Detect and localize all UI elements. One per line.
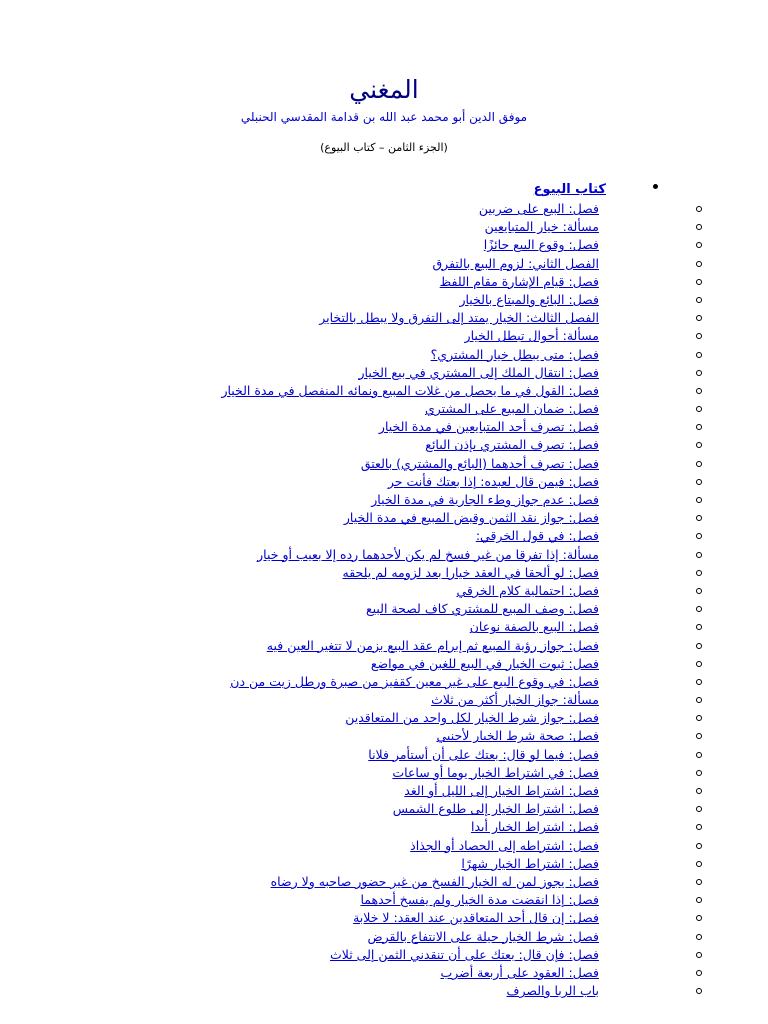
chapter-link[interactable]: فصل: البيع على ضربين [478, 201, 599, 216]
chapter-link[interactable]: فصل: لو ألحقا في العقد خيارا بعد لزومه لم يلحقه [342, 564, 599, 580]
disc-bullet-icon [653, 184, 658, 189]
circle-bullet-icon [696, 897, 702, 903]
document-header [0, 74, 768, 156]
chapter-link[interactable]: فصل: إذا انقضت مدة الخيار ولم يفسخ أحدهما [360, 892, 599, 908]
circle-bullet-icon [696, 879, 702, 885]
circle-bullet-icon [696, 333, 702, 339]
circle-bullet-icon [696, 806, 702, 812]
chapter-link[interactable]: فصل: في وقوع البيع على غير معين كقفيز من صبرة ورطل زيت من دن [230, 673, 599, 689]
chapter-link[interactable]: الفصل الثاني: لزوم البيع بالتفرق [432, 255, 599, 271]
circle-bullet-icon [696, 261, 702, 267]
toc-list-item [58, 745, 658, 763]
chapter-link[interactable]: فصل: شرط الخيار حيلة على الانتفاع بالقرض [367, 928, 599, 944]
toc-list-item [58, 708, 658, 726]
toc-list-item [58, 763, 658, 781]
circle-bullet-icon [696, 915, 702, 921]
toc-list-item [58, 308, 658, 326]
toc-list-item [58, 581, 658, 599]
toc-list-item [58, 817, 658, 835]
circle-bullet-icon [696, 370, 702, 376]
chapter-link[interactable]: فصل: عدم جواز وطء الجارية في مدة الخيار [371, 492, 599, 507]
circle-bullet-icon [696, 352, 702, 358]
toc-list-item [58, 417, 658, 435]
chapter-link[interactable]: مسألة: أحوال تبطل الخيار [464, 328, 599, 344]
toc-list-item [58, 454, 658, 472]
circle-bullet-icon [696, 315, 702, 321]
chapter-link[interactable]: فصل: البائع والمبتاع بالخيار [459, 291, 599, 307]
toc-list-item [58, 617, 658, 635]
chapter-link[interactable]: فصل: العقود على أربعة أضرب [440, 964, 599, 980]
chapter-link[interactable]: فصل: اشتراط الخيار إلى الليل أو الغد [404, 783, 599, 798]
circle-bullet-icon [696, 752, 702, 758]
chapter-link[interactable]: فصل: في قول الخرقي: [475, 528, 599, 544]
toc-list-item [58, 235, 658, 253]
chapter-link[interactable]: فصل: تصرف أحد المتبايعين في مدة الخيار [378, 419, 599, 435]
toc-list-item [58, 345, 658, 363]
volume-label: (الجزء الثامن – كتاب البيوع) [320, 141, 448, 154]
circle-bullet-icon [696, 206, 702, 212]
chapter-link[interactable]: فصل: جواز رؤية المبيع ثم إبرام عقد البيع بزمن لا تتغير العين فيه [266, 637, 599, 653]
toc-book-entry [58, 178, 658, 999]
chapter-link[interactable]: فصل: في اشتراط الخيار يوما أو ساعات [392, 764, 599, 780]
toc-list-item [58, 599, 658, 617]
chapter-link[interactable]: فصل: ضمان المبيع على المشتري [424, 401, 599, 417]
circle-bullet-icon [696, 952, 702, 958]
circle-bullet-icon [696, 624, 702, 630]
toc-list-item [58, 963, 658, 981]
circle-bullet-icon [696, 297, 702, 303]
toc-list-item [58, 854, 658, 872]
chapter-link[interactable]: فصل: جواز شرط الخيار لكل واحد من المتعاقدين [345, 710, 599, 726]
circle-bullet-icon [696, 697, 702, 703]
toc-list-item [58, 908, 658, 926]
circle-bullet-icon [696, 733, 702, 739]
toc-list-item [58, 890, 658, 908]
toc-list-item [58, 563, 658, 581]
chapter-link[interactable]: فصل: فيمن قال لعبده: إذا بعتك فأنت حر [387, 473, 599, 489]
chapter-link[interactable]: فصل: فإن قال: بعتك على أن تنقدني الثمن إلى ثلاث [329, 946, 599, 962]
circle-bullet-icon [696, 861, 702, 867]
circle-bullet-icon [696, 934, 702, 940]
circle-bullet-icon [696, 715, 702, 721]
circle-bullet-icon [696, 224, 702, 230]
toc-list-item [58, 272, 658, 290]
book-title: المغني [349, 75, 419, 104]
toc-list-item [58, 654, 658, 672]
chapter-link[interactable]: فصل: وصف المبيع للمشتري كاف لصحة البيع [365, 601, 599, 617]
toc-list-item [58, 636, 658, 654]
toc-list-item [58, 290, 658, 308]
circle-bullet-icon [696, 788, 702, 794]
circle-bullet-icon [696, 843, 702, 849]
chapter-link[interactable]: فصل: انتقال الملك إلى المشتري في بيع الخيار [358, 364, 599, 380]
chapter-link[interactable]: فصل: احتمالية كلام الخرقي [456, 582, 599, 598]
toc-list-item [58, 399, 658, 417]
circle-bullet-icon [696, 643, 702, 649]
toc-list-item [58, 927, 658, 945]
toc-list-item [58, 326, 658, 344]
circle-bullet-icon [696, 552, 702, 558]
toc-list-item [58, 836, 658, 854]
chapter-link[interactable]: فصل: وقوع البيع جائزًا [483, 237, 599, 253]
chapter-link[interactable]: فصل: ثبوت الخيار في البيع للغبن في مواضع [370, 655, 599, 671]
toc-list-item [58, 254, 658, 272]
chapter-link[interactable]: فصل: اشتراطه إلى الحصاد أو الجذاذ [410, 837, 599, 853]
circle-bullet-icon [696, 570, 702, 576]
table-of-contents [58, 178, 658, 999]
chapter-link[interactable]: فصل: تصرف المشتري بإذن البائع [425, 437, 599, 453]
circle-bullet-icon [696, 606, 702, 612]
chapter-link[interactable]: فصل: فيما لو قال: بعتك على أن أستأمر فلانا [368, 746, 599, 762]
circle-bullet-icon [696, 461, 702, 467]
toc-list-item [58, 781, 658, 799]
toc-list-item [58, 945, 658, 963]
chapter-link[interactable]: فصل: صحة شرط الخيار لأجنبي [436, 728, 599, 744]
toc-list-item [58, 526, 658, 544]
chapter-link[interactable]: فصل: إن قال أحد المتعاقدين عند العقد: لا خلابة [353, 910, 599, 926]
circle-bullet-icon [696, 970, 702, 976]
toc-list-item [58, 872, 658, 890]
chapter-link[interactable]: فصل: اشتراط الخيار شهرًا [461, 855, 599, 871]
chapter-link[interactable]: مسألة: جواز الخيار أكثر من ثلاث [431, 692, 599, 708]
toc-list-item [58, 799, 658, 817]
toc-list-item [58, 690, 658, 708]
toc-list-item [58, 545, 658, 563]
circle-bullet-icon [696, 242, 702, 248]
chapter-link[interactable]: مسألة: إذا تفرقا من غير فسخ لم يكن لأحدهما رده إلا بعيب أو خيار [257, 546, 599, 562]
circle-bullet-icon [696, 388, 702, 394]
circle-bullet-icon [696, 824, 702, 830]
chapter-link[interactable]: فصل: اشتراط الخيار إلى طلوع الشمس [392, 801, 599, 817]
chapter-link[interactable]: باب الربا والصرف [506, 983, 599, 999]
circle-bullet-icon [696, 515, 702, 521]
toc-list-item [58, 472, 658, 490]
circle-bullet-icon [696, 661, 702, 667]
toc-list-item [58, 672, 658, 690]
chapter-link[interactable]: فصل: جواز نقد الثمن وقبض المبيع في مدة الخيار [343, 510, 599, 526]
chapter-link[interactable]: الفصل الثالث: الخيار يمتد إلى التفرق ولا يبطل بالتخاير [319, 310, 599, 326]
toc-list-item [58, 726, 658, 744]
chapter-link[interactable]: فصل: متى يبطل خيار المشتري؟ [430, 346, 599, 362]
circle-bullet-icon [696, 497, 702, 503]
circle-bullet-icon [696, 406, 702, 412]
chapter-link[interactable]: فصل: اشتراط الخيار أبدا [470, 819, 599, 835]
chapter-link[interactable]: فصل: يجوز لمن له الخيار الفسخ من غير حضور صاحبه ولا رضاه [270, 873, 599, 889]
circle-bullet-icon [696, 279, 702, 285]
book-link[interactable]: كتاب البيوع [533, 182, 606, 197]
chapter-link[interactable]: فصل: قيام الإشارة مقام اللفظ [439, 273, 599, 289]
toc-list-item [58, 981, 658, 999]
circle-bullet-icon [696, 442, 702, 448]
toc-list-item [58, 217, 658, 235]
toc-list-item [58, 199, 658, 217]
chapter-list [58, 199, 658, 999]
toc-list-item [58, 435, 658, 453]
circle-bullet-icon [696, 588, 702, 594]
author-name: موفق الدين أبو محمد عبد الله بن قدامة المقدسي الحنبلي [240, 110, 528, 124]
circle-bullet-icon [696, 770, 702, 776]
toc-list-item [58, 381, 658, 399]
chapter-link[interactable]: فصل: البيع بالصفة نوعان [469, 619, 599, 635]
circle-bullet-icon [696, 533, 702, 539]
circle-bullet-icon [696, 424, 702, 430]
toc-list-item [58, 508, 658, 526]
chapter-link[interactable]: فصل: القول في ما يحصل من غلات المبيع ونمائه المنفصل في مدة الخيار [221, 382, 599, 398]
circle-bullet-icon [696, 479, 702, 485]
circle-bullet-icon [696, 988, 702, 994]
toc-list-item [58, 490, 658, 508]
toc-list-item [58, 363, 658, 381]
chapter-link[interactable]: فصل: تصرف أحدهما (البائع والمشتري) بالعتق [360, 455, 599, 471]
chapter-link[interactable]: مسألة: خيار المتبايعين [484, 219, 599, 235]
circle-bullet-icon [696, 679, 702, 685]
